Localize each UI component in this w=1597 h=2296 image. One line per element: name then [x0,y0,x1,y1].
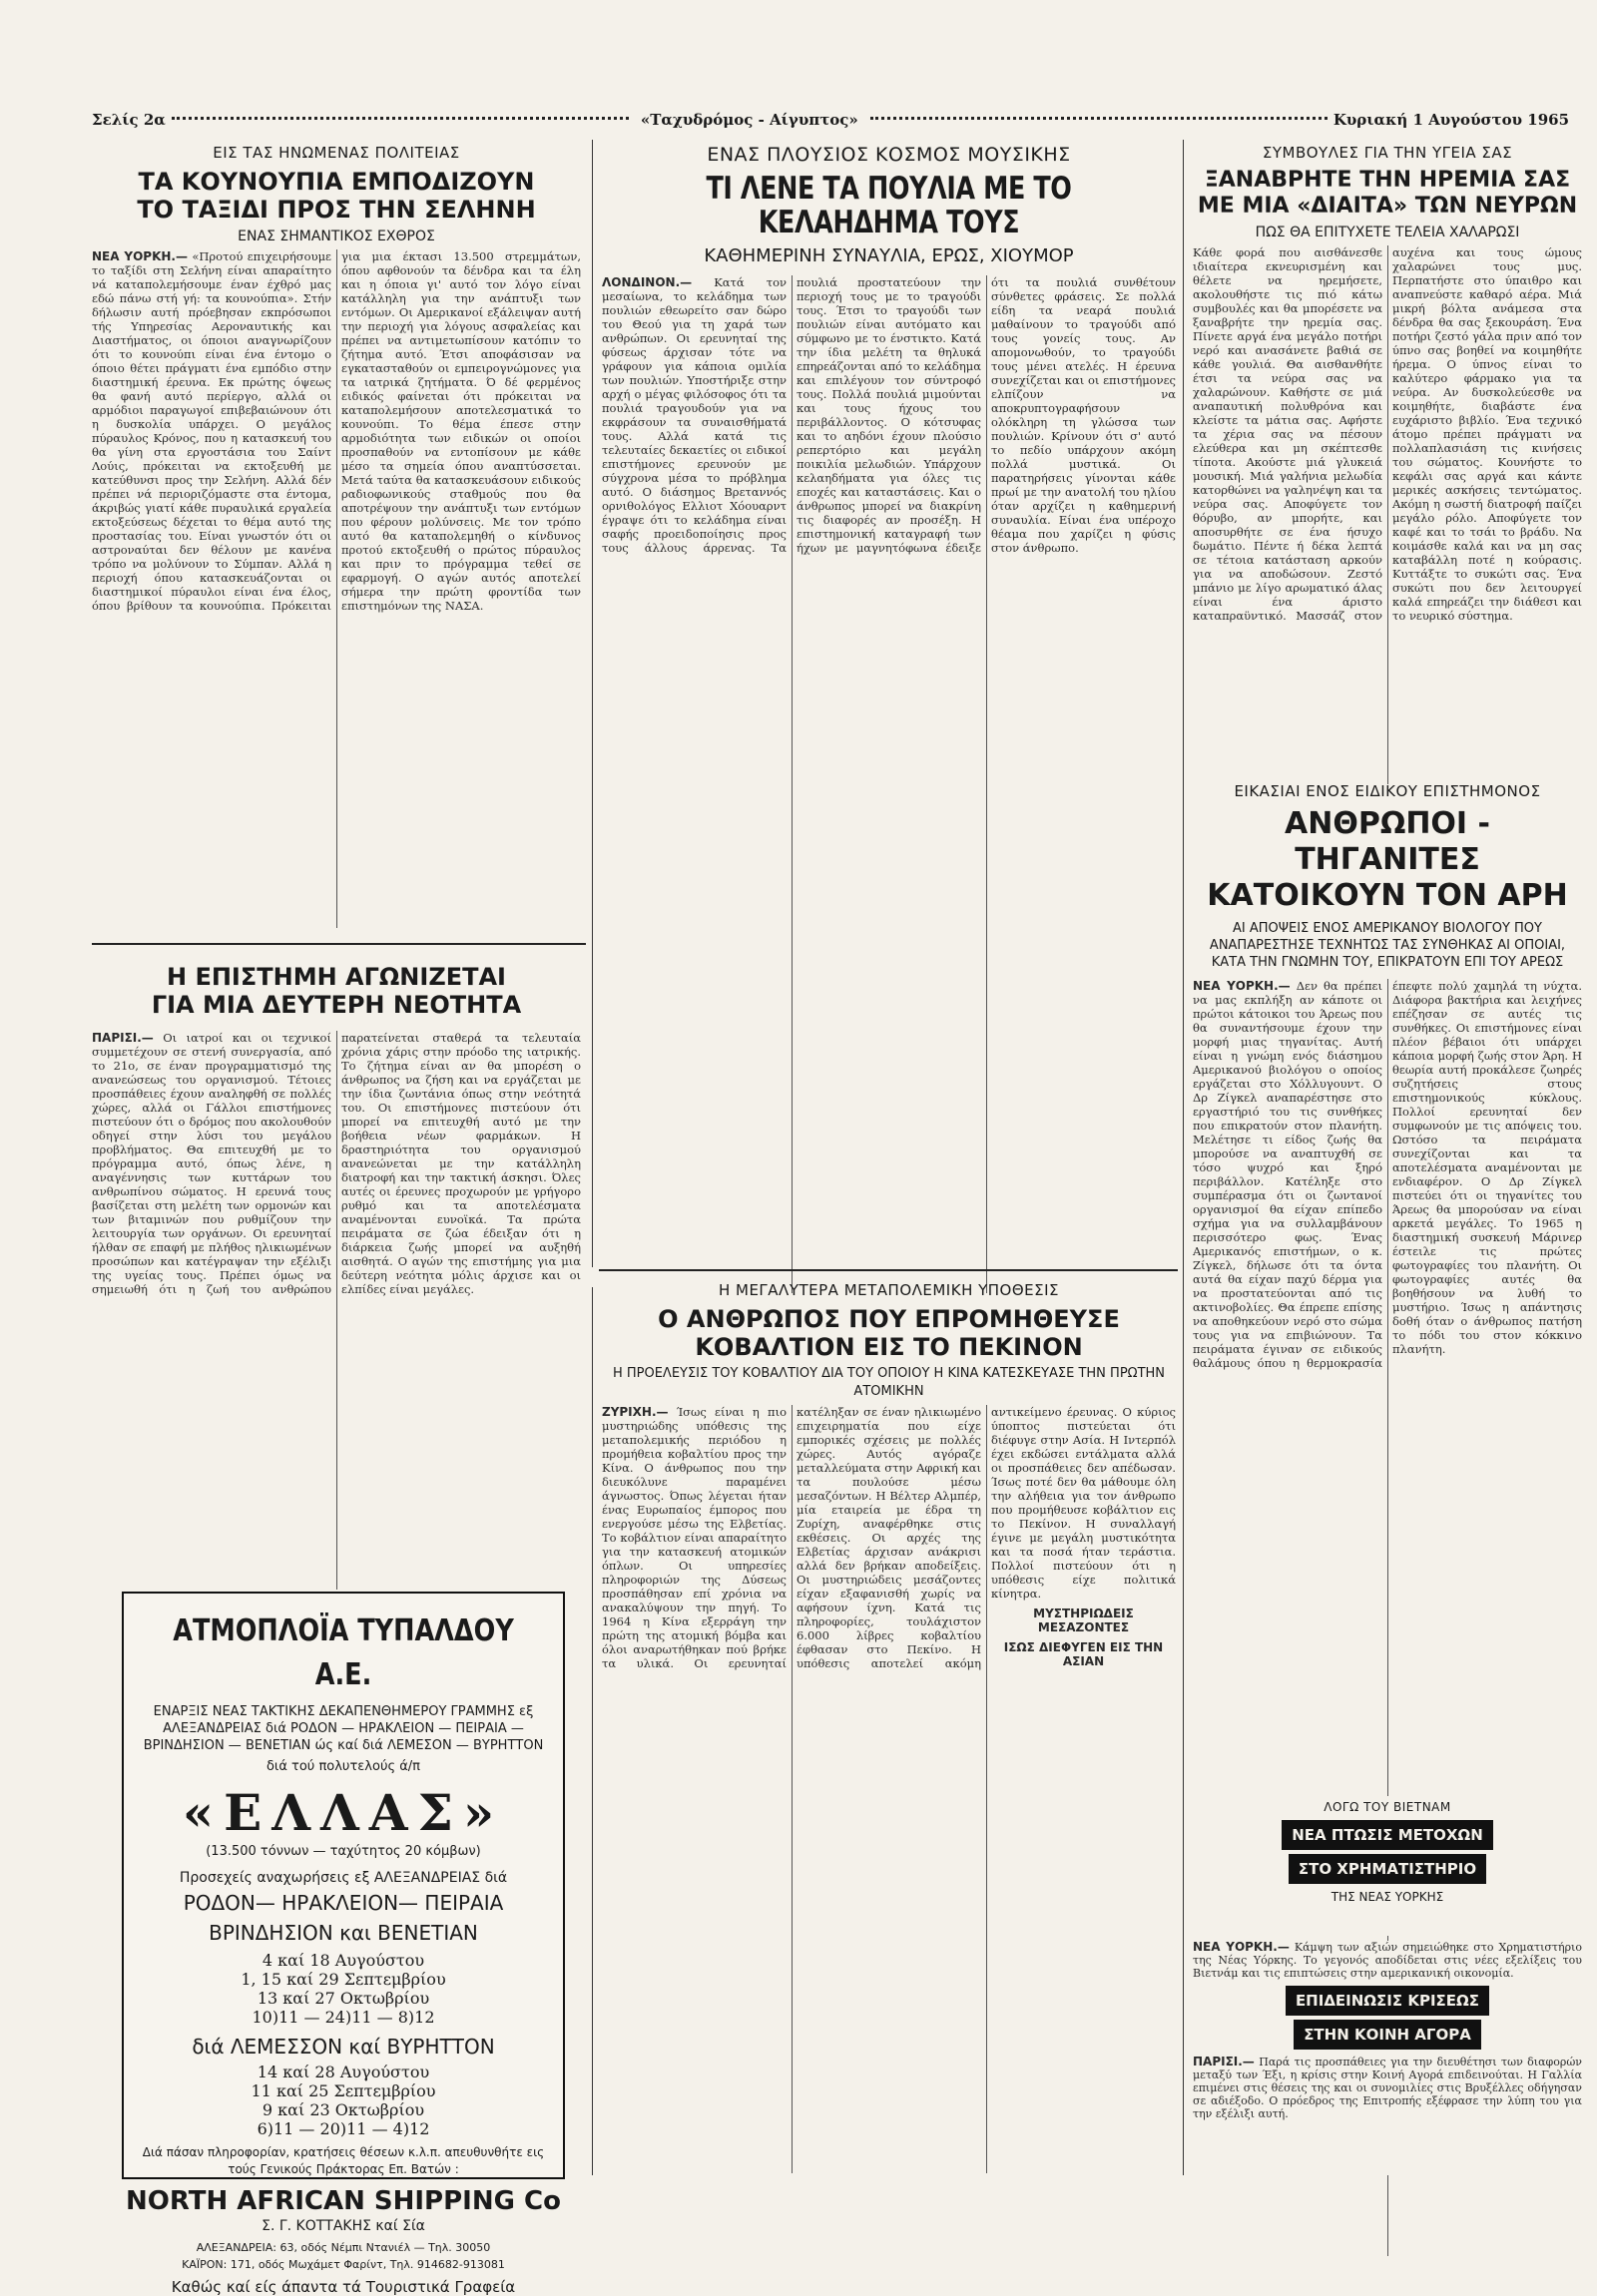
departure-dates [124,2063,563,2138]
box-head: ΕΠΙΔΕΙΝΩΣΙΣ ΚΡΙΣΕΩΣ [1286,1986,1489,2016]
section-heading: ΙΣΩΣ ΔΙΕΦΥΓΕΝ ΕΙΣ ΤΗΝ ΑΣΙΑΝ [1003,1640,1164,1668]
article-title-line: Ο ΑΝΘΡΩΠΟΣ ΠΟΥ ΕΠΡΟΜΗΘΕΥΣΕ [658,1305,1120,1333]
box-subtitle: ΤΗΣ ΝΕΑΣ ΥΟΡΚΗΣ [1331,1890,1444,1904]
article-moon-mosquitoes [92,140,581,938]
masthead-dots [172,117,629,120]
dateline: ΖΥΡΙΧΗ.— [602,1405,669,1419]
departure-date: 13 καί 27 Οκτωβρίου [257,1989,430,2008]
article-text: Κατά τον μεσαίωνα, το κελάδημα των πουλιών εθεωρείτο σαν δώρο του Θεού για τη χαρά των ανθρώπων. Οι ερευνηταί της φύσεως άρχισαν τότε να γράφουν για κάποια ομιλία των πουλιών. Υποστήριξε στην αρχή ο μέγας φιλόσοφος ότι τα πουλιά τραγουδούν για να εκφράσουν τα συναισθήματά τους. Αλλά κατά τις τελευταίες δεκαετίες οι ειδικοί επιστήμονες ερευνούν με σύγχρονα μέσα το πρόβλημα αυτό. Ο διάσημος Βρεταννός ορνιθολόγος Ελλιοτ Χόουαρντ έγραψε ότι το κελάδημα είναι σαφής προειδοποίησις προς τους άλλους άρρενας. Τα πουλιά προστατεύουν την περιοχή τους με το τραγούδι τους. Έτσι το τραγούδι των πουλιών είναι αυτόματο και σύμφωνο με το ένστικτο. Κατά την ίδια μελέτη τα θηλυκά επηρεάζονται από το κελάδημα και επιλέγουν τον σύντροφό τους. Πολλά πουλιά μιμούνται και τους ήχους του περιβάλλοντος. Ο κότσυφας και το αηδόνι έχουν πλούσιο ρεπερτόριο και μεγάλη ποικιλία μελωδιών. Υπάρχουν κελαηδήματα για όλες τις εποχές και καταστάσεις. Και ο άνθρωπος μπορεί να διακρίνη τις διαφορές αν προσέξη. Η επιστημονική καταγραφή των ήχων με μαγνητόφωνα έδειξε ότι τα πουλιά συνθέτουν σύνθετες φράσεις. Σε πολλά είδη τα νεαρά πουλιά μαθαίνουν το τραγούδι από τους γονείς τους. Αν απομονωθούν, το τραγούδι τους μένει ατελές. Η έρευνα συνεχίζεται και οι επιστήμονες ελπίζουν να αποκρυπτογραφήσουν ολόκληρη τη γλώσσα των πουλιών. Κρίνουν ότι σ' αυτό το πεδίο υπάρχουν ακόμη πολλά μυστικά. Οι παρατηρήσεις γίνονται κάθε πρωί με την ανατολή του ηλίου όταν αρχίζει η καθημερινή συναυλία. Είναι ένα υπέροχο θέαμα που χαρίζει η φύσις στον άνθρωπο. [602,275,1176,555]
box-vietnam-stocks [1193,1796,1582,1936]
ad-via: διά τού πολυτελούς ά/π [266,1759,421,1774]
article-kicker: ΣΥΜΒΟΥΛΕΣ ΓΙΑ ΤΗΝ ΥΓΕΙΑ ΣΑΣ [1262,144,1513,162]
masthead-dots [870,117,1328,120]
route-line: ΒΡΙΝΔΗΣΙΟΝ και ΒΕΝΕΤΙΑΝ [209,1921,478,1945]
agent-address: ΑΛΕΞΑΝΔΡΕΙΑ: 63, οδός Νέμπι Ντανιέλ — Τηλ. 30050 [196,2241,491,2254]
article-title: ΤΙ ΛΕΝΕ ΤΑ ΠΟΥΛΙΑ ΜΕ ΤΟ ΚΕΛΑΗΔΗΜΑ ΤΟΥΣ [706,171,1072,240]
article-text: «Προτού επιχειρήσουμε το ταξίδι στη Σελήνη είναι απαραίτητο νά καταπολεμήσουμε έναν έχθρό μας εδώ πάνω στή γή: τα κουνούπια». Στήν δήλωσιν αυτή πρόεβησαν εκπρόσωποι τής Υπηρεσίας Αεροναυτικής και Διαστήματος, οι όποιοι αναγνωρίζουν ότι το κουνούπι είναι ένα έντομο ο όποιο θέτει πράγματι ένα εμπόδιο στην διαστημική έρευνα. Εκ πρώτης όψεως θα φανή αυτό περίεργο, αλλά οι αρμόδιοι παραγωγοί επιβεβαιώνουν ότι η δυσκολία υπάρχει. Ο μεγάλος πύραυλος Κρόνος, που η κατασκευή του θα γίνη στα εργοστάσια του Σαίντ Λούις, πρόκειται να εκτοξευθή με κατεύθυνσι προς την Σελήνη. Αλλά δέν πρέπει νά περιοριζόμαστε στα έντομα, άκριβώς γιατί κάθε πυραυλικά εργαλεία εκτοξεύσεως δέχεται το θέμα αυτό της προστασίας του. Είναι γνωστόν ότι οι αστροναύται δεν θέλουν με κανένα τρόπο να μολύνουν το Σύμπαν. Αλλά η περιοχή όπου κατασκευάζονται οι διαστημικοί πύραυλοι είναι ένα έλος, όπου βρίθουν τα κουνούπια. Πρόκειται για μια έκτασι 13.500 στρεμμάτων, όπου αφθονούν τα δένδρα και τα έλη και η όποια γι' αυτό τον λόγο είναι κατάλληλη για την ανάπτυξι των εντόμων. Οι Αμερικανοί εξάλειψαν αυτή την περιοχή για λόγους ασφαλείας και πρέπει να αντιμετωπίσουν κατόπιν το ζήτημα αυτό. Έτσι αποφάσισαν να εγκατασταθούν οι εμπειρογνώμονες για τα ιατρικά ζητήματα. Ό δέ φερμένος ειδικός φαίνεται ότι πρόκειται να καταπολεμήσουν αποτελεσματικά το κουνούπι. Το θέμα έπεσε στην αρμοδιότητα των ειδικών οι οποίοι προσπαθούν να εντοπίσουν με κάθε μέσο τα σημεία όπου αναπτύσσεται. Μετά ταύτα θα κατασκευάσουν ειδικούς ραδιοφωνικούς σταθμούς που θα αποτρέψουν την ανάπτυξι των εντόμων που φέρουν μολύνσεις. Με τον τρόπο αυτό θα καταπολεμηθή ο κίνδυνος προτού εκτοξευθή ο πρώτος πύραυλος και πριν το πρόγραμμα τεθεί σε εφαρμογή. Ο αγών αυτός αποτελεί σήμερα την πρώτη φροντίδα των επιστημόνων της ΝΑΣΑ. [92,249,581,613]
ship-name: «ΕΛΛΑΣ» [182,1783,505,1842]
article-title-line: ΑΝΘΡΩΠΟΙ - ΤΗΓΑΝΙΤΕΣ [1285,806,1490,877]
departure-date: 14 καί 28 Αυγούστου [257,2063,430,2081]
dateline: ΛΟΝΔΙΝΟΝ.— [602,275,693,289]
article-text: Κάθε φορά που αισθάνεσθε ιδιαίτερα εκνευρισμένη και θέλετε να ηρεμήσετε, ακολουθήστε τις πιό κάτω συμβουλές και θα μπορέσετε να ξαναβρήτε την ηρεμία σας. Πίνετε αργά ένα μεγάλο ποτήρι νερό και ανασάνετε βαθιά σε κάθε γουλιά. Θα αισθανθήτε έτσι τα νεύρα σας να χαλαρώνουν. Καθήστε σε μιά αναπαυτική πολυθρόνα και κλείστε τα μάτια σας. Αφήστε τα χέρια σας να πέσουν ελεύθερα και μη σκέπτεσθε τίποτα. Ακούστε μιά γλυκειά μουσική. Μιά γαλήνια μελωδία κατορθώνει να γαληνέψη και τα νεύρα σας. Αποφύγετε τον θόρυβο, αν μπορήτε, και αποσυρθήτε σε ένα ήσυχο δωμάτιο. Πέντε ή δέκα λεπτά σε τέτοια κατάσταση αρκούν για να αποδώσουν. Ζεστό μπάνιο με λίγο αρωματικό άλας είναι ένα άριστο καταπραϋντικό. Μασσάζ στον αυχένα και τους ώμους χαλαρώνει τους μυς. Περπατήστε στο ύπαιθρο και αναπνεύστε καθαρό αέρα. Μιά μικρή βόλτα ανάμεσα στα δένδρα θα σας ξεκουράση. Ένα ποτήρι ζεστό γάλα πριν από τον ύπνο σας βοηθεί να κοιμηθήτε ήρεμα. Ο ύπνος είναι το καλύτερο φάρμακο για τα νεύρα. Αν δυσκολεύεσθε να κοιμηθήτε, διαβάστε ένα ευχάριστο βιβλίο. Ένα τεχνικό άτομο πρέπει πράγματι να πολλαπλασιάση τις κινήσεις του σώματος. Κουνήστε το κεφάλι σας αργά και κάντε μερικές ασκήσεις τεντώματος. Ακόμη η σωστή διατροφή παίζει μεγάλο ρόλο. Αποφύγετε τον καφέ και το τσάι το βράδυ. Να κοιμάσθε καλά και να μη σας καταβάλλη ποτέ η κούρασις. Κυττάξτε το συκώτι σας. Ένα συκώτι που δεν λειτουργεί καλά επηρεάζει την διάθεσι και το νευρικό σύστημα. [1193,245,1582,623]
section-divider [599,1269,1178,1271]
departure-dates [124,1951,563,2027]
article-body [92,1031,581,1590]
article-title-line: ΤΑ ΚΟΥΝΟΥΠΙΑ ΕΜΠΟΔΙΖΟΥΝ [138,168,535,196]
article-science-youth [92,953,581,1577]
departure-date: 6)11 — 20)11 — 4)12 [257,2119,430,2138]
box-common-market [1193,1941,1582,2175]
newspaper-title: «Ταχυδρόμος - Αίγυπτος» [640,111,858,129]
section-heading: ΜΥΣΤΗΡΙΩΔΕΙΣ ΜΕΣΑΖΟΝΤΕΣ [1033,1607,1134,1634]
article-health [1193,140,1582,768]
article-kicker: ΕΙΣ ΤΑΣ ΗΝΩΜΕΝΑΣ ΠΟΛΙΤΕΙΑΣ [213,144,460,162]
article-text: Δεν θα πρέπει να μας εκπλήξη αν κάποτε οι πρώτοι κάτοικοι του Άρεως που θα συναντήσουμε έχουν την μορφή μιας τηγανίτας. Αυτή είναι η γνώμη ενός διάσημου Αμερικανού βιολόγου ο οποίος εργάζεται στο Χόλλυγουντ. Ο Δρ Ζίγκελ αναπαρέστησε στο εργαστήριό του τις συνθήκες που επικρατούν στον πλανήτη. Μελέτησε τι είδος ζωής θα μπορούσε να αναπτυχθή σε τόσο ψυχρό και ξηρό περιβάλλον. Κατέληξε στο συμπέρασμα ότι οι ζωντανοί οργανισμοί θα είχαν επίπεδο σχήμα για να συλλαμβάνουν περισσότερο φως. Ένας Αμερικανός επιστήμων, ο κ. Ζίγκελ, δήλωσε ότι τα όντα αυτά θα είχαν παχύ δέρμα για να προστατεύονται από τις ακτινοβολίες. Θα έπρεπε επίσης να αποθηκεύουν νερό στο σώμα τους για να επιβιώνουν. Τα πειράματα έγιναν σε ειδικούς θαλάμους όπου η θερμοκρασία έπεφτε πολύ χαμηλά τη νύχτα. Διάφορα βακτήρια και λειχήνες επέζησαν σε αυτές τις συνθήκες. Οι επιστήμονες είναι πλέον βέβαιοι ότι υπάρχει κάποια μορφή ζωής στον Άρη. Η θεωρία αυτή προκάλεσε ζωηρές συζητήσεις στους επιστημονικούς κύκλους. Πολλοί ερευνηταί δεν συμφωνούν με τις απόψεις του. Ωστόσο τα πειράματα συνεχίζονται και τα αποτελέσματα αναμένονται με ενδιαφέρον. Ο Δρ Ζίγκελ πιστεύει ότι οι τηγανίτες του Άρεως θα μπορούσαν να είναι αρκετά μεγάλες. Το 1965 η διαστημική συσκευή Μάρινερ έστειλε τις πρώτες φωτογραφίες του πλανήτη. Οι φωτογραφίες αυτές θα βοηθήσουν να λυθή το μυστήριο. Ίσως η απάντησις δοθή όταν ο άνθρωπος πατήση το πόδι του στον κόκκινο πλανήτη. [1193,979,1582,1370]
article-body [92,249,581,928]
departure-date: 11 καί 25 Σεπτεμβρίου [251,2081,436,2100]
departures-heading: Προσεχείς αναχωρήσεις εξ ΑΛΕΞΑΝΔΡΕΙΑΣ διά [179,1870,508,1886]
article-text: Ίσως είναι η πιο μυστηριώδης υπόθεσις της μεταπολεμικής περιόδου η προμήθεια κοβαλτίου προς την Κίνα. Ο άνθρωπος που την διευκόλυνε παραμένει άγνωστος. Όπως λέγεται ήταν ένας Ευρωπαίος έμπορος που ενεργούσε μέσω της Ελβετίας. Το κοβάλτιον είναι απαραίτητο για την κατασκευή ατομικών όπλων. Οι υπηρεσίες πληροφοριών της Δύσεως προσπάθησαν επί χρόνια να ανακαλύψουν την πηγή. Το 1964 η Κίνα εξερράγη την πρώτη της ατομική βόμβα και όλοι αναρωτήθηκαν πού βρήκε τα υλικά. Οι ερευνηταί κατέληξαν σε έναν ηλικιωμένο επιχειρηματία που είχε εμπορικές σχέσεις με πολλές χώρες. Αυτός αγόραζε μεταλλεύματα στην Αφρική και τα πουλούσε μέσω μεσαζόντων. Η Βέλτερ Αλμπέρ, μία εταιρεία με έδρα τη Ζυρίχη, αναφέρθηκε στις εκθέσεις. Οι αρχές της Ελβετίας άρχισαν ανάκρισι αλλά δεν βρήκαν αποδείξεις. Οι μυστηριώδεις μεσάζοντες είχαν εξαφανισθή χωρίς να αφήσουν ίχνη. Κατά τις πληροφορίες, τουλάχιστον 6.000 λίβρες κοβαλτίου έφθασαν στο Πεκίνο. Η υπόθεσις αποτελεί ακόμη αντικείμενο έρευνας. Ο κύριος ύποπτος πιστεύεται ότι διέφυγε στην Ασία. Η Ιντερπόλ έχει εκδώσει εντάλματα αλλά οι προσπάθειες δεν απέδωσαν. Ίσως ποτέ δεν θα μάθουμε όλη την αλήθεια για τον άνθρωπο που προμήθευσε κοβάλτιον εις το Πεκίνον. Η συναλλαγή έγινε με μεγάλη μυστικότητα και τα ποσά ήταν τεράστια. Πολλοί πιστεύουν ότι η υπόθεσις είχε πολιτικά κίνητρα. [602,1405,1176,1670]
article-body [602,1405,1176,2173]
masthead [92,108,1569,132]
section-divider [92,943,586,945]
article-title-line: ΤΟ ΤΑΞΙΔΙ ΠΡΟΣ ΤΗΝ ΣΕΛΗΝΗ [137,196,536,224]
issue-date: Κυριακή 1 Αυγούστου 1965 [1332,111,1570,129]
article-title-line: ΓΙΑ ΜΙΑ ΔΕΥΤΕΡΗ ΝΕΟΤΗΤΑ [151,991,522,1019]
article-subtitle: ΑΙ ΑΠΟΨΕΙΣ ΕΝΟΣ ΑΜΕΡΙΚΑΝΟΥ ΒΙΟΛΟΓΟΥ ΠΟΥ ΑΝΑΠΑΡΕΣΤΗΣΕ ΤΕΧΝΗΤΩΣ ΤΑΣ ΣΥΝΘΗΚΑΣ ΑΙ ΟΠΟΙΑΙ, ΚΑΤΑ ΤΗΝ ΓΝΩΜΗΝ ΤΟΥ, ΕΠΙΚΡΑΤΟΥΝ ΕΠΙ ΤΟΥ ΑΡΕΩΣ [1209,921,1566,970]
article-title-line: ΜΕ ΜΙΑ «ΔΙΑΙΤΑ» ΤΩΝ ΝΕΥΡΩΝ [1197,194,1578,219]
column-rule [592,140,593,1267]
article-kicker: Η ΜΕΓΑΛΥΤΕΡΑ ΜΕΤΑΠΟΛΕΜΙΚΗ ΥΠΟΘΕΣΙΣ [718,1281,1060,1299]
page-number: Σελίς 2α [92,111,166,129]
article-body [602,275,1176,1293]
article-kicker: ΕΙΚΑΣΙΑΙ ΕΝΟΣ ΕΙΔΙΚΟΥ ΕΠΙΣΤΗΜΟΝΟΣ [1234,782,1541,800]
article-kicker: ΕΝΑΣ ΠΛΟΥΣΙΟΣ ΚΟΣΜΟΣ ΜΟΥΣΙΚΗΣ [707,144,1071,166]
ad-footer: Καθώς καί είς άπαντα τά Τουριστικά Γραφεία [171,2278,516,2296]
article-birds [602,140,1176,1262]
box-text [1193,1941,1582,1980]
dateline: ΝΕΑ ΥΟΡΚΗ.— [92,249,188,263]
departure-date: 4 καί 18 Αυγούστου [262,1951,425,1970]
article-subtitle: ΠΩΣ ΘΑ ΕΠΙΤΥΧΕΤΕ ΤΕΛΕΙΑ ΧΑΛΑΡΩΣΙ [1255,225,1520,240]
dateline: ΝΕΑ ΥΟΡΚΗ.— [1193,979,1291,993]
column-rule [1183,140,1184,2175]
departure-date: 9 καί 23 Οκτωβρίου [262,2100,425,2119]
box-text [1193,2056,1582,2120]
article-title-line: ΚΟΒΑΛΤΙΟΝ ΕΙΣ ΤΟ ΠΕΚΙΝΟΝ [695,1333,1083,1361]
departure-date: 10)11 — 24)11 — 8)12 [252,2008,435,2027]
box-kicker: ΛΟΓΩ ΤΟΥ ΒΙΕΤΝΑΜ [1324,1800,1451,1814]
agent-address: ΚΑΪΡΟΝ: 171, οδός Μωχάμετ Φαρίντ, Τηλ. 914682-913081 [182,2258,505,2271]
article-subtitle: ΕΝΑΣ ΣΗΜΑΝΤΙΚΟΣ ΕΧΘΡΟΣ [238,229,435,244]
box-vietnam-text: Κάμψη των αξιών σημειώθηκε στο Χρηματιστήριο της Νέας Υόρκης. Το γεγονός αποδίδεται στις νέες εξελίξεις του Βιετνάμ και τις επιπτώσεις στην αμερικανική οικονομία. [1193,1941,1582,1980]
column-rule [592,1287,593,2175]
dateline: ΠΑΡΙΣΙ.— [1193,2055,1255,2068]
article-title-line: ΚΑΤΟΙΚΟΥΝ ΤΟΝ ΑΡΗ [1207,878,1568,913]
route-line: διά ΛΕΜΕΣΣΟΝ καί ΒΥΡΗΤΤΟΝ [192,2035,495,2059]
route-line: ΡΟΔΟΝ— ΗΡΑΚΛΕΙΟΝ— ΠΕΙΡΑΙΑ [183,1891,504,1915]
ad-info: Διά πάσαν πληροφορίαν, κρατήσεις θέσεων κ.λ.π. απευθυνθήτε εις τούς Γενικούς Πράκτορας Επ. Βατών : [142,2145,545,2176]
article-subtitle: Η ΠΡΟΕΛΕΥΣΙΣ ΤΟΥ ΚΟΒΑΛΤΙΟΥ ΔΙΑ ΤΟΥ ΟΠΟΙΟΥ Η ΚΙΝΑ ΚΑΤΕΣΚΕΥΑΣΕ ΤΗΝ ΠΡΩΤΗΝ ΑΤΟΜΙΚΗΝ [612,1366,1166,1399]
article-cobalt [602,1277,1176,2175]
shipping-advertisement [122,1592,565,2296]
box-head: ΣΤΗΝ ΚΟΙΝΗ ΑΓΟΡΑ [1294,2020,1481,2050]
dateline: ΠΑΡΙΣΙ.— [92,1031,154,1045]
article-subtitle: ΚΑΘΗΜΕΡΙΝΗ ΣΥΝΑΥΛΙΑ, ΕΡΩΣ, ΧΙΟΥΜΟΡ [704,245,1074,266]
box-head: ΣΤΟ ΧΡΗΜΑΤΙΣΤΗΡΙΟ [1289,1854,1486,1884]
ad-intro: ΕΝΑΡΞΙΣ ΝΕΑΣ ΤΑΚΤΙΚΗΣ ΔΕΚΑΠΕΝΘΗΜΕΡΟΥ ΓΡΑΜΜΗΣ εξ ΑΛΕΞΑΝΔΡΕΙΑΣ διά ΡΟΔΟΝ — ΗΡΑΚΛΕΙΟΝ — ΠΕΙΡΑΙΑ — ΒΡΙΝΔΗΣΙΟΝ — ΒΕΝΕΤΙΑΝ ώς καί διά ΛΕΜΕΣΟΝ — ΒΥΡΗΤΤΟΝ [143,1704,544,1753]
article-title-line: ΞΑΝΑΒΡΗΤΕ ΤΗΝ ΗΡΕΜΙΑ ΣΑΣ [1204,168,1571,193]
box-head: ΝΕΑ ΠΤΩΣΙΣ ΜΕΤΟΧΩΝ [1282,1820,1493,1850]
article-body [1193,245,1582,784]
departure-date: 1, 15 καί 29 Σεπτεμβρίου [241,1970,446,1989]
article-title-line: Η ΕΠΙΣΤΗΜΗ ΑΓΩΝΙΖΕΤΑΙ [167,963,506,991]
ad-company-name: ΑΤΜΟΠΛΟΪΑ ΤΥΠΑΛΔΟΥ Α.Ε. [173,1613,514,1692]
ship-specs: (13.500 τόννων — ταχύτητος 20 κόμβων) [206,1844,481,1859]
agent-subtitle: Σ. Γ. ΚΟΤΤΑΚΗΣ καί Σία [262,2218,425,2234]
agent-name: NORTH AFRICAN SHIPPING Co [126,2186,561,2216]
box-crisis-text: Παρά τις προσπάθειες για την διευθέτησι των διαφορών μεταξύ των Έξι, η κρίσις στην Κοινή Αγορά επιδεινούται. Η Γαλλία επιμένει στις θέσεις της και οι συνομιλίες στις Βρυξέλλες οδήγησαν σε αδιέξοδο. Ο πρόεδρος της Επιτροπής εξέφρασε την λύπη του για την εξέλιξι αυτή. [1193,2056,1582,2120]
article-text: Οι ιατροί και οι τεχνικοί συμμετέχουν σε στενή συνεργασία, από το 21ο, σε έναν προγραμματισμό της ανανεώσεως του οργανισμού. Τέτοιες προσπάθειες έχουν αναληφθή σε πολλές χώρες, αλλά οι Γάλλοι επιστήμονες πιστεύουν ότι ο δρόμος που ακολουθούν οδηγεί στην λύσι του μεγάλου προβλήματος. Θα επιτευχθή με το πρόγραμμα αυτό, όπως λένε, η αναγέννησις των κυττάρων του ανθρωπίνου σώματος. Η ερευνά τους βασίζεται στη μελέτη των ορμονών και των βιταμινών που ρυθμίζουν την λειτουργία των οργάνων. Οι ερευνηταί ήλθαν σε επαφή με πλήθος ηλικιωμένων προσώπων και κατέγραψαν την εξέλιξι της υγείας τους. Πρέπει όμως να σημειωθή ότι η ζωή του ανθρώπου παρατείνεται σταθερά τα τελευταία χρόνια χάρις στην πρόοδο της ιατρικής. Το ζήτημα είναι αν θα μπορέση ο άνθρωπος να ζήση και να εργάζεται με την ίδια ζωντάνια όπως στην νεότητά του. Οι επιστήμονες πιστεύουν ότι μπορεί να επιτευχθή αυτό με την βοήθεια νέων φαρμάκων. Η δραστηριότητα του οργανισμού ανανεώνεται με την κατάλληλη διατροφή και την τακτική άσκησι. Όλες αυτές οι έρευνες προχωρούν με γρήγορο ρυθμό και τα αποτελέσματα αναμένονται ευνοϊκά. Τα πρώτα πειράματα σε ζώα έδειξαν ότι η διάρκεια ζωής μπορεί να αυξηθή αισθητά. Ο αγών της επιστήμης για μια δεύτερη νεότητα μόλις άρχισε και οι ελπίδες είναι μεγάλες. [92,1031,581,1296]
dateline: ΝΕΑ ΥΟΡΚΗ.— [1193,1940,1290,1954]
